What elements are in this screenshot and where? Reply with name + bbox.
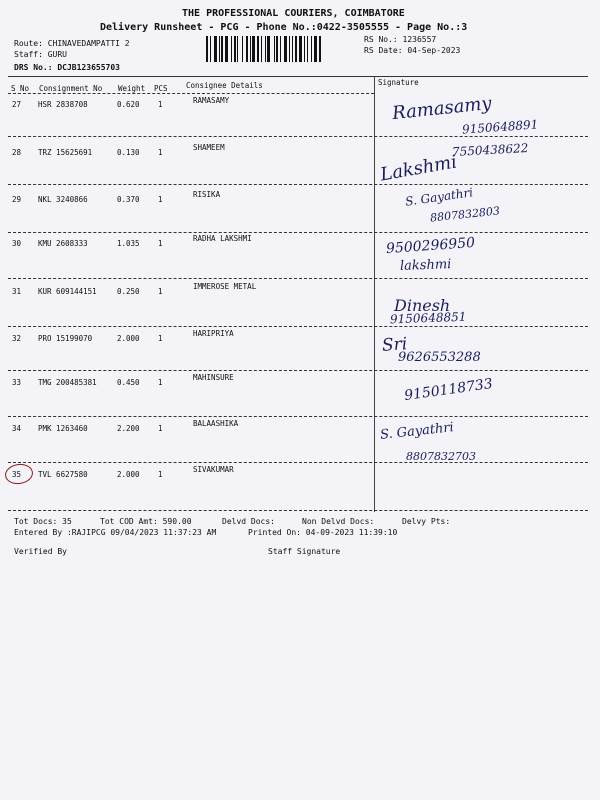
barcode-left [206, 36, 356, 62]
tot-docs: Tot Docs: 35 [14, 517, 72, 526]
delvy-pts: Delvy Pts: [402, 517, 451, 526]
handwritten-signature: 9500296950 [385, 234, 476, 258]
handwritten-signature: 9150648891 [461, 117, 539, 137]
col-pcs: PCS [154, 84, 168, 93]
row-pcs: 1 [158, 287, 163, 296]
row-sno: 31 [12, 287, 22, 296]
row-pcs: 1 [158, 195, 163, 204]
row-weight: 0.450 [117, 378, 140, 387]
row-consignment: NKL 3240866 [38, 195, 88, 204]
row-consignment: KMU 2608333 [38, 239, 88, 248]
handwritten-signature: 9150648851 [389, 309, 467, 327]
row-consignment: KUR 609144151 [38, 287, 97, 296]
handwritten-signature: Lakshmi [378, 151, 459, 186]
row-consignment: PMK 1263460 [38, 424, 88, 433]
handwritten-signature: 9150118733 [403, 375, 494, 405]
handwritten-signature: Ramasamy [391, 92, 493, 125]
row-weight: 2.000 [117, 470, 140, 479]
row-weight: 0.620 [117, 100, 140, 109]
row-consignment: PRO 15199070 [38, 334, 93, 343]
row-consignee: SIVAKUMAR [193, 465, 234, 474]
row-pcs: 1 [158, 148, 163, 157]
rs-date: RS Date: 04-Sep-2023 [364, 46, 461, 55]
handwritten-signature: Sri [381, 334, 408, 356]
col-weight: Weight [118, 84, 146, 93]
row-weight: 1.035 [117, 239, 140, 248]
staff-signature: Staff Signature [268, 547, 341, 556]
handwritten-signature: Dinesh [394, 296, 451, 315]
row-pcs: 1 [158, 424, 163, 433]
row-pcs: 1 [158, 334, 163, 343]
row-weight: 0.370 [117, 195, 140, 204]
row-sno: 34 [12, 424, 22, 433]
company-name: THE PROFESSIONAL COURIERS, COIMBATORE [182, 8, 405, 19]
row-consignment: TVL 6627580 [38, 470, 88, 479]
row-consignment: HSR 2838708 [38, 100, 88, 109]
row-pcs: 1 [158, 100, 163, 109]
row-sno: 33 [12, 378, 22, 387]
row-consignee: RADHA LAKSHMI [193, 234, 252, 243]
row-weight: 2.000 [117, 334, 140, 343]
circled-sno-mark [4, 462, 35, 486]
tot-cod-amt: Tot COD Amt: 590.00 [100, 517, 192, 526]
row-pcs: 1 [158, 378, 163, 387]
drs-number: DRS No.: DCJB123655703 [14, 63, 120, 72]
handwritten-signature: S. Gayathri [404, 185, 474, 209]
handwritten-signature: S. Gayathri [379, 420, 455, 443]
handwritten-signature: 8807832703 [406, 450, 476, 463]
handwritten-signature: 7550438622 [451, 141, 529, 159]
row-consignment: TRZ 15625691 [38, 148, 93, 157]
row-weight: 0.130 [117, 148, 140, 157]
non-delvd-docs: Non Delvd Docs: [302, 517, 375, 526]
route-label: Route: CHINAVEDAMPATTI 2 [14, 39, 130, 48]
runsheet-title: Delivery Runsheet - PCG - Phone No.:0422-3505555 - Page No.:3 [100, 22, 468, 33]
row-sno: 35 [12, 470, 22, 479]
handwritten-signature: 9626553288 [398, 350, 481, 365]
row-consignee: BALAASHIKA [193, 419, 239, 428]
row-sno: 27 [12, 100, 22, 109]
staff-label: Staff: GURU [14, 50, 67, 59]
rs-number: RS No.: 1236557 [364, 35, 437, 44]
row-pcs: 1 [158, 239, 163, 248]
row-consignment: TMG 200485381 [38, 378, 97, 387]
row-weight: 2.200 [117, 424, 140, 433]
row-sno: 28 [12, 148, 22, 157]
col-signature: Signature [378, 78, 419, 87]
row-sno: 32 [12, 334, 22, 343]
row-consignee: IMMEROSE METAL [193, 282, 257, 291]
delvd-docs: Delvd Docs: [222, 517, 275, 526]
verified-by: Verified By [14, 547, 67, 556]
row-weight: 0.250 [117, 287, 140, 296]
row-pcs: 1 [158, 470, 163, 479]
handwritten-signature: lakshmi [399, 257, 452, 274]
col-consignee: Consignee Details [186, 81, 263, 90]
row-consignee: MAHINSURE [193, 373, 234, 382]
entered-by: Entered By :RAJIPCG 09/04/2023 11:37:23 AM [14, 528, 217, 537]
row-consignee: HARIPRIYA [193, 329, 234, 338]
col-sno: S No [11, 84, 30, 93]
printed-on: Printed On: 04-09-2023 11:39:10 [248, 528, 398, 537]
col-consignment: Consignment No [39, 84, 103, 93]
row-sno: 30 [12, 239, 22, 248]
row-consignee: RAMASAMY [193, 96, 230, 105]
row-consignee: RISIKA [193, 190, 221, 199]
row-consignee: SHAMEEM [193, 143, 225, 152]
row-sno: 29 [12, 195, 22, 204]
handwritten-signature: 8807832803 [429, 204, 501, 225]
